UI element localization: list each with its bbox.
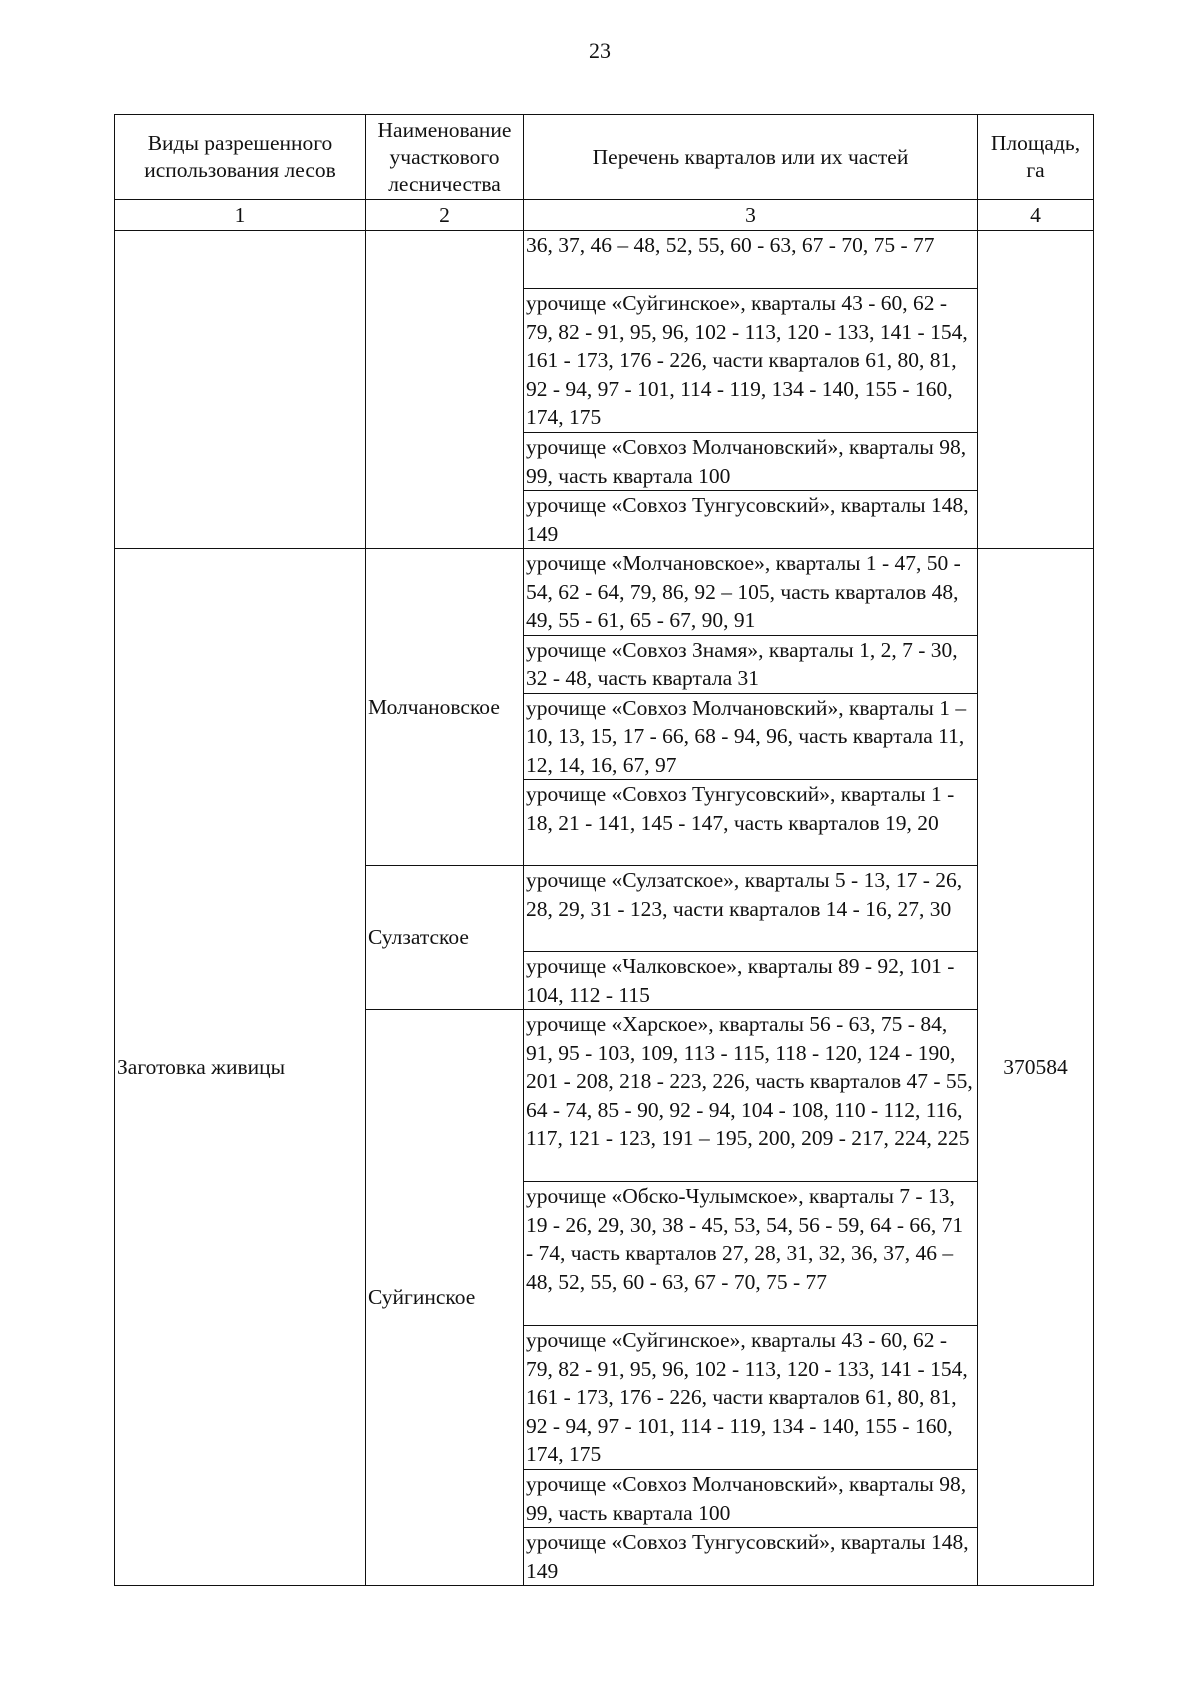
tract-cell: урочище «Чалковское», кварталы 89 - 92, 101 - 104, 112 - 115 xyxy=(524,952,978,1010)
forestry-name-cell: Сулзатское xyxy=(366,866,524,1010)
tract-cell: урочище «Совхоз Тунгусовский», кварталы 1 - 18, 21 - 141, 145 - 147, часть кварталов 19, 20 xyxy=(524,780,978,866)
forest-use-table xyxy=(114,114,1094,1586)
tract-cell: урочище «Харское», кварталы 56 - 63, 75 - 84, 91, 95 - 103, 109, 113 - 115, 118 - 120, 124 - 190, 201 - 208, 218 - 223, 226, часть кварталов 47 - 55, 64 - 74, 85 - 90, 92 - 94, 104 - 108, 110 - 112, 116, 117, 121 - 123, 191 – 195, 200, 209 - 217, 224, 225 xyxy=(524,1010,978,1182)
tract-cell: урочище «Сулзатское», кварталы 5 - 13, 17 - 26, 28, 29, 31 - 123, части кварталов 14 - 16, 27, 30 xyxy=(524,866,978,952)
column-number-row xyxy=(115,200,1094,231)
tract-cell: 36, 37, 46 – 48, 52, 55, 60 - 63, 67 - 70, 75 - 77 xyxy=(524,231,978,289)
empty-forestry-cell xyxy=(366,231,524,549)
tract-cell: урочище «Совхоз Тунгусовский», кварталы 148, 149 xyxy=(524,491,978,549)
forestry-name-cell: Суйгинское xyxy=(366,1010,524,1586)
tract-cell: урочище «Суйгинское», кварталы 43 - 60, 62 - 79, 82 - 91, 95, 96, 102 - 113, 120 - 133, 141 - 154, 161 - 173, 176 - 226, части кварталов 61, 80, 81, 92 - 94, 97 - 101, 114 - 119, 134 - 140, 155 - 160, 174, 175 xyxy=(524,1326,978,1470)
page-number: 23 xyxy=(589,38,611,63)
table-header-row xyxy=(115,115,1094,200)
area-value-cell: 370584 xyxy=(978,549,1094,1586)
column-number: 2 xyxy=(366,200,524,231)
column-number: 4 xyxy=(978,200,1094,231)
tract-cell: урочище «Совхоз Молчановский», кварталы 98, 99, часть квартала 100 xyxy=(524,1470,978,1528)
tract-cell: урочище «Суйгинское», кварталы 43 - 60, 62 - 79, 82 - 91, 95, 96, 102 - 113, 120 - 133, 141 - 154, 161 - 173, 176 - 226, части кварталов 61, 80, 81, 92 - 94, 97 - 101, 114 - 119, 134 - 140, 155 - 160, 174, 175 xyxy=(524,289,978,433)
table-row xyxy=(115,549,1094,636)
tract-cell: урочище «Совхоз Тунгусовский», кварталы 148, 149 xyxy=(524,1528,978,1586)
use-type-cell: Заготовка живицы xyxy=(115,549,366,1586)
tract-cell: урочище «Обско-Чулымское», кварталы 7 - 13, 19 - 26, 29, 30, 38 - 45, 53, 54, 56 - 59, 64 - 66, 71 - 74, часть кварталов 27, 28, 31, 32, 36, 37, 46 – 48, 52, 55, 60 - 63, 67 - 70, 75 - 77 xyxy=(524,1182,978,1326)
header-forestry: Наименование участкового лесничества xyxy=(366,115,524,200)
column-number: 1 xyxy=(115,200,366,231)
tract-cell: урочище «Совхоз Знамя», кварталы 1, 2, 7 - 30, 32 - 48, часть квартала 31 xyxy=(524,635,978,693)
tract-cell: урочище «Совхоз Молчановский», кварталы 98, 99, часть квартала 100 xyxy=(524,433,978,491)
empty-use-type-cell xyxy=(115,231,366,549)
header-tracts: Перечень кварталов или их частей xyxy=(524,115,978,200)
header-area: Площадь, га xyxy=(978,115,1094,200)
tract-cell: урочище «Молчановское», кварталы 1 - 47, 50 - 54, 62 - 64, 79, 86, 92 – 105, часть кварталов 48, 49, 55 - 61, 65 - 67, 90, 91 xyxy=(524,549,978,636)
header-use-type: Виды разрешенного использования лесов xyxy=(115,115,366,200)
tract-cell: урочище «Совхоз Молчановский», кварталы 1 – 10, 13, 15, 17 - 66, 68 - 94, 96, часть квартала 11, 12, 14, 16, 67, 97 xyxy=(524,693,978,780)
forestry-name-cell: Молчановское xyxy=(366,549,524,866)
table-row xyxy=(115,231,1094,289)
column-number: 3 xyxy=(524,200,978,231)
empty-area-cell xyxy=(978,231,1094,549)
